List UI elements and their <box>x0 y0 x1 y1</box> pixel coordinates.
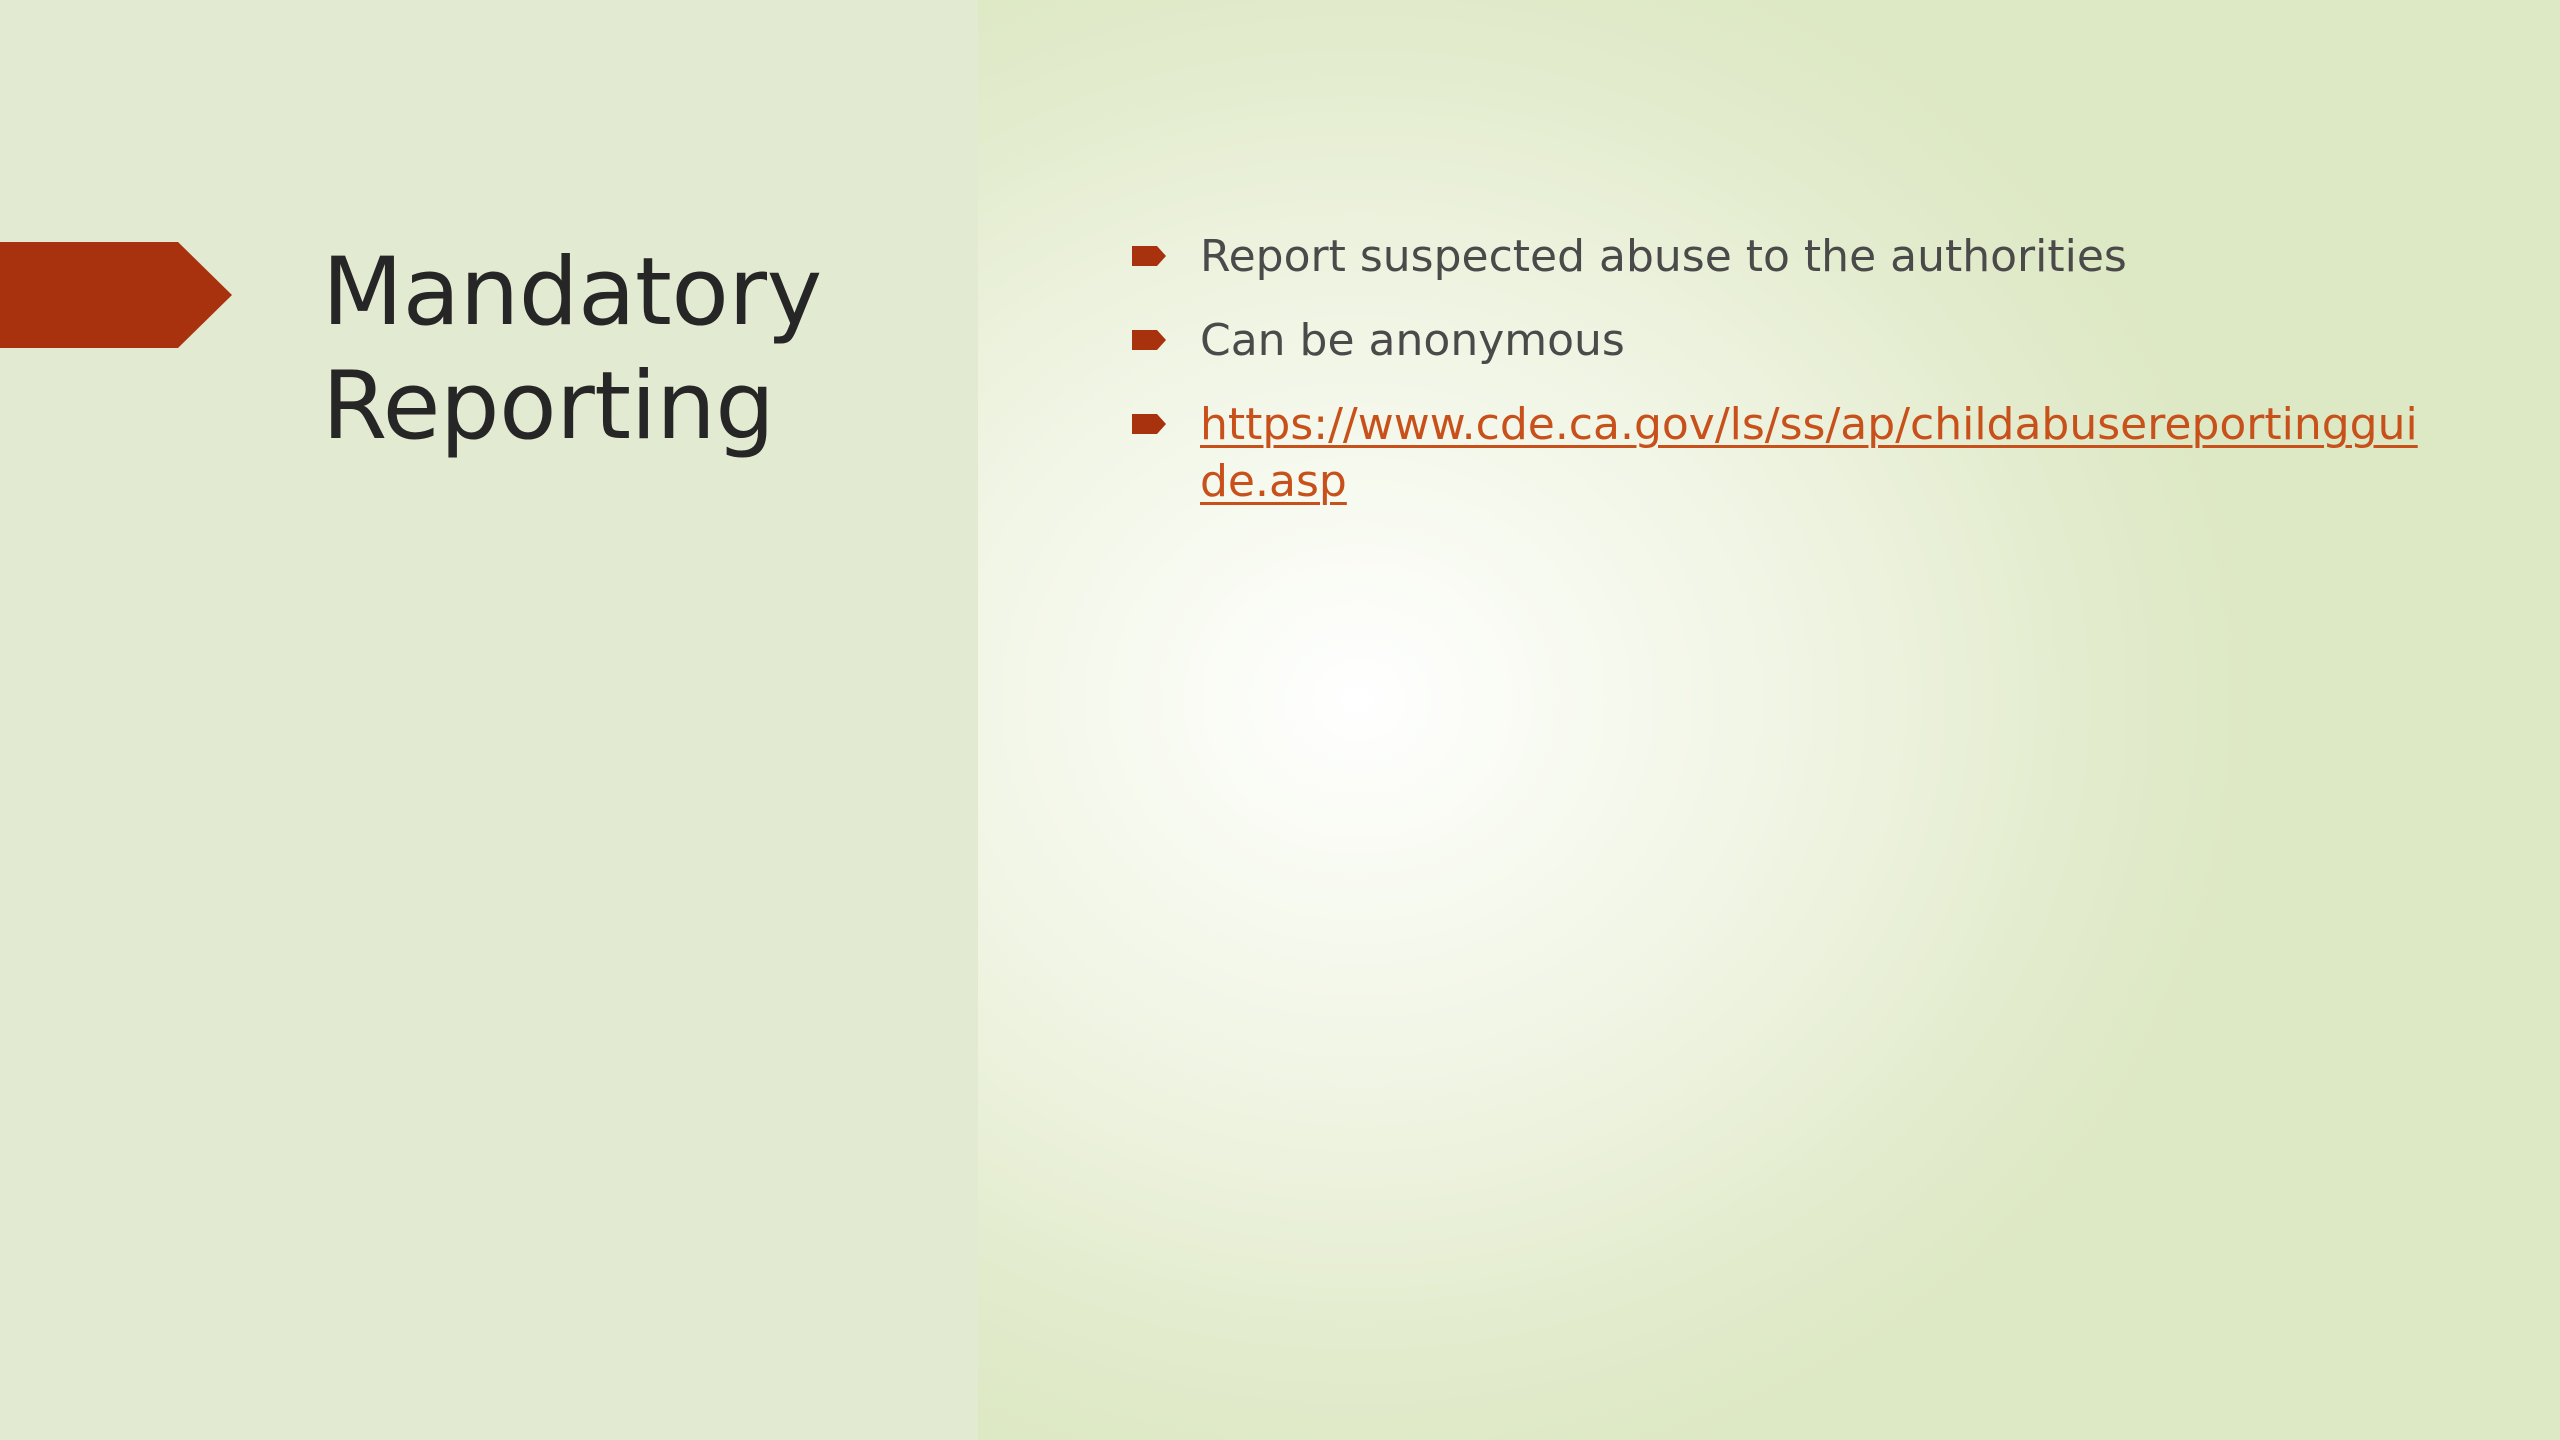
bullet-item <box>1130 312 2420 369</box>
arrow-bullet-icon <box>1132 414 1166 434</box>
title-panel <box>0 0 978 1440</box>
title-line-2: Reporting <box>322 352 775 461</box>
bullet-text: Report suspected abuse to the authorities <box>1200 231 2127 282</box>
content-panel <box>978 0 2560 1440</box>
bullet-item <box>1130 228 2420 285</box>
child-abuse-reporting-guide-link[interactable]: https://www.cde.ca.gov/ls/ss/ap/childabusereportingguide.asp <box>1200 399 2418 507</box>
bullet-text: Can be anonymous <box>1200 315 1625 366</box>
slide-title <box>322 236 942 464</box>
arrow-bullet-icon <box>1132 330 1166 350</box>
title-line-1: Mandatory <box>322 238 822 347</box>
bullet-list <box>1130 228 2420 537</box>
arrow-bullet-icon <box>1132 246 1166 266</box>
bullet-item <box>1130 396 2420 510</box>
arrow-pentagon-icon <box>0 242 232 348</box>
